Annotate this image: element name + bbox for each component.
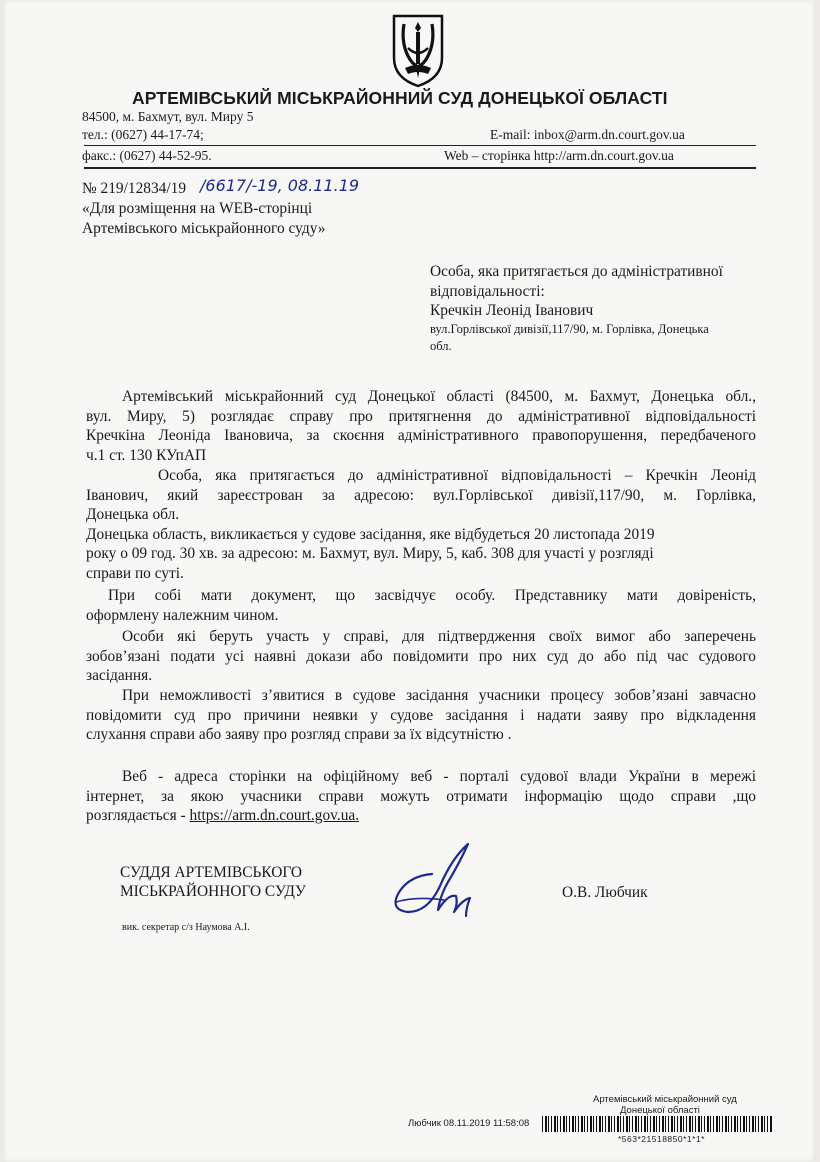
paragraph-line: засідання. xyxy=(86,667,153,684)
handwritten-signature xyxy=(386,838,486,922)
paragraph-line xyxy=(86,806,756,826)
barcode-icon xyxy=(542,1116,772,1132)
header-rule-bottom xyxy=(84,167,756,169)
judge-name: О.В. Любчик xyxy=(562,884,648,901)
publish-note-line-1: «Для розміщення на WEB-сторінці xyxy=(82,200,313,217)
paragraph-5 xyxy=(86,686,756,745)
addressee-address-1: вул.Горлівської дивізії,117/90, м. Горлівка, Донецька xyxy=(430,321,709,336)
signature-title-2: МІСЬКРАЙОННОГО СУДУ xyxy=(120,883,306,900)
paragraph-line-text: розглядається - xyxy=(86,807,190,824)
footer-stamp: Любчик 08.11.2019 11:58:08 xyxy=(408,1118,530,1129)
paragraph-line: справи по суті. xyxy=(86,564,184,582)
paragraph-line: Донецька обл. xyxy=(86,506,180,523)
addressee-role-1: Особа, яка притягається до адміністративної xyxy=(430,263,723,280)
court-address: 84500, м. Бахмут, вул. Миру 5 xyxy=(82,109,254,124)
paragraph-line: Кречкіна Леоніда Івановича, за скоєння адміністративного правопорушення, передбаченого xyxy=(86,427,756,444)
paragraph-line: ч.1 ст. 130 КУпАП xyxy=(86,446,207,464)
paragraph-6 xyxy=(86,767,756,826)
paragraph-line: Іванович, який зареєстрован за адресою: вул.Горлівської дивізії,117/90, м. Горлівка, xyxy=(86,486,756,504)
paragraph-line: Артемівський міськрайонний суд Донецької області (84500, м. Бахмут, Донецька обл., xyxy=(122,388,756,405)
court-web: Web – сторінка http://arm.dn.court.gov.ua xyxy=(444,148,674,163)
paragraph-line: Особа, яка притягається до адміністративної відповідальності – Кречкін Леонід xyxy=(158,467,756,484)
paragraph-line: При неможливості з’явитися в судове засідання учасники процесу зобов’язані завчасно xyxy=(122,687,756,704)
paragraph-line: слухання справи або заяву про розгляд справи за їх відсутністю . xyxy=(86,726,512,743)
paragraph-line: При собі мати документ, що засвідчує особу. Представнику мати довіреність, xyxy=(108,587,756,604)
case-number: № 219/12834/19 xyxy=(82,180,187,197)
paragraph-line: зобов’язані подати усі наявні докази або повідомити про них суд до або під час судового xyxy=(86,647,756,665)
footer-court-line-1: Артемівський міськрайонний суд xyxy=(593,1094,737,1105)
barcode-text: *563*21518850*1*1* xyxy=(618,1134,705,1144)
paragraph-line: року о 09 год. 30 хв. за адресою: м. Бахмут, вул. Миру, 5, каб. 308 для участі у розгляді xyxy=(86,545,654,562)
secretary-note: вик. секретар с/з Наумова А.І. xyxy=(122,922,250,933)
handwritten-reference: /6617/-19, 08.11.19 xyxy=(200,176,360,195)
signature-title-1: СУДДЯ АРТЕМІВСЬКОГО xyxy=(120,864,302,881)
addressee-block xyxy=(430,262,760,355)
court-website-link[interactable]: https://arm.dn.court.gov.ua. xyxy=(189,807,360,824)
document-page xyxy=(4,0,814,1162)
addressee-name: Кречкін Леонід Іванович xyxy=(430,302,594,319)
paragraph-line: повідомити суд про причини неявки у судове засідання і надати заяву про відкладення xyxy=(86,706,756,724)
header-rule-top xyxy=(84,145,756,146)
paragraph-line: Особи які беруть участь у справі, для підтвердження своїх вимог або заперечень xyxy=(122,628,756,645)
paragraph-4 xyxy=(86,627,756,686)
publish-note-line-2: Артемівського міськрайонного суду» xyxy=(82,220,326,237)
court-title: АРТЕМІВСЬКИЙ МІСЬКРАЙОННИЙ СУД ДОНЕЦЬКОЇ ОБЛАСТІ xyxy=(132,88,668,108)
paragraph-3 xyxy=(86,586,756,625)
addressee-role-2: відповідальності: xyxy=(430,282,545,300)
coat-of-arms-icon xyxy=(390,12,446,88)
court-phone: тел.: (0627) 44-17-74; xyxy=(82,127,204,142)
paragraph-line: вул. Миру, 5) розглядає справу про притягнення до адміністративної відповідальності xyxy=(86,407,756,425)
paragraph-2 xyxy=(86,466,756,583)
court-fax: факс.: (0627) 44-52-95. xyxy=(82,148,212,163)
paragraph-line: Веб - адреса сторінки на офіційному веб - порталі судової влади України в мережі xyxy=(122,768,756,785)
addressee-address-2: обл. xyxy=(430,338,452,353)
footer-court-line-2: Донецької області xyxy=(620,1105,700,1116)
paragraph-1 xyxy=(86,387,756,465)
paragraph-line: оформлену належним чином. xyxy=(86,606,279,624)
paragraph-line: інтернет, за якою учасники справи можуть отримати інформацію щодо справи ,що xyxy=(86,787,756,805)
court-email: E-mail: inbox@arm.dn.court.gov.ua xyxy=(490,127,685,142)
paragraph-line: Донецька область, викликається у судове засідання, яке відбудеться 20 листопада 2019 xyxy=(86,525,655,543)
